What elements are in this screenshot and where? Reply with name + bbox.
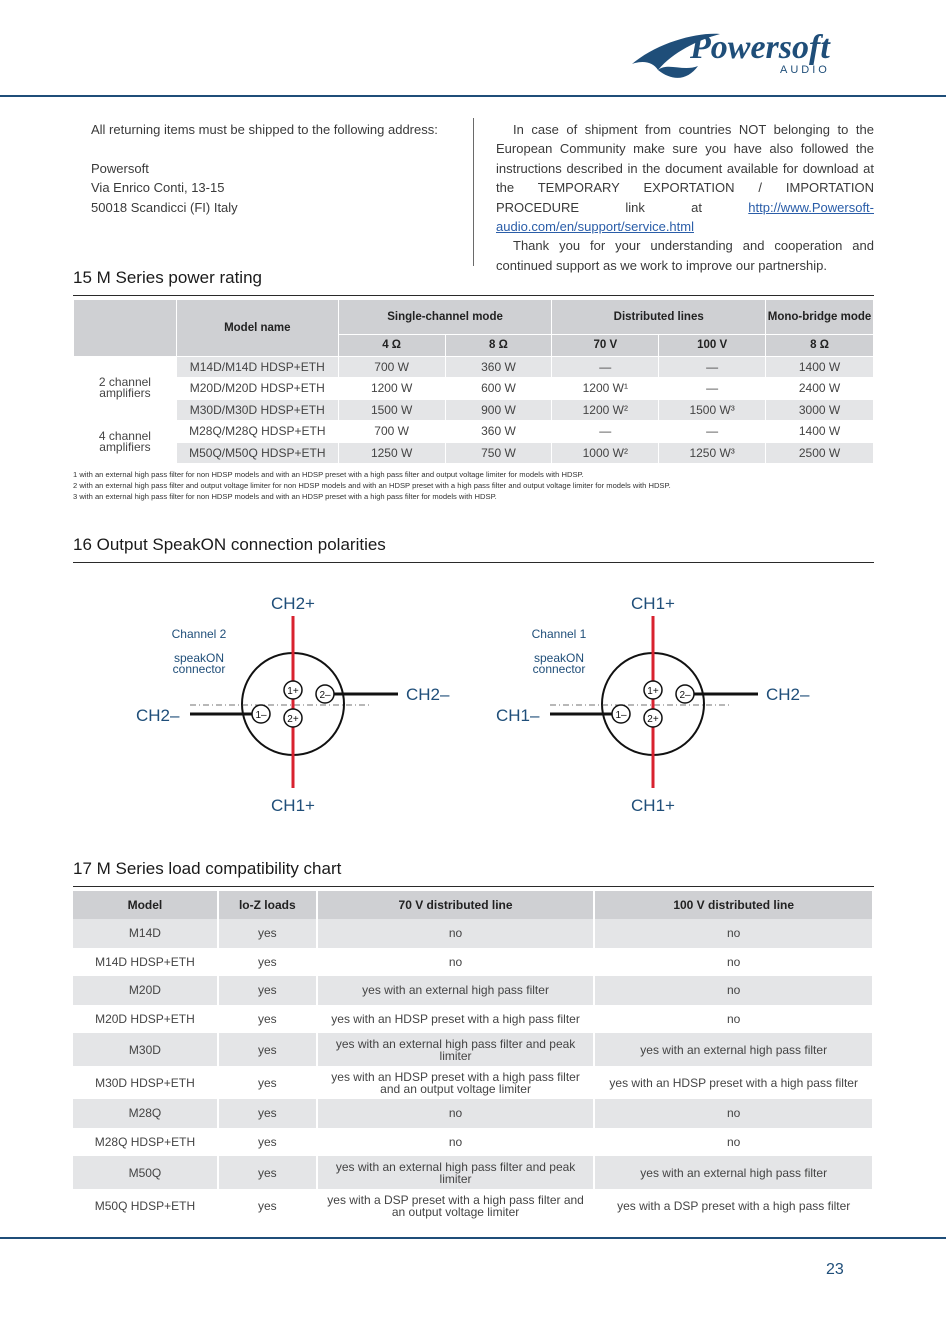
cell: no	[594, 1005, 873, 1034]
table-row	[74, 378, 874, 400]
footer-rule	[0, 1237, 946, 1239]
page-number: 23	[826, 1261, 844, 1278]
cell: —	[659, 421, 766, 443]
address-company: Powersoft	[91, 160, 149, 176]
cell-model: M30D HDSP+ETH	[73, 1066, 218, 1099]
cell: 2500 W	[766, 442, 874, 464]
cell: no	[594, 1128, 873, 1157]
header-loz: lo-Z loads	[218, 891, 317, 919]
logo-tagline: AUDIO	[780, 64, 830, 76]
header-distributed: Distributed lines	[552, 300, 766, 335]
wire-label: CH2+	[271, 594, 315, 613]
cell: yes	[218, 1128, 317, 1157]
cell: yes	[218, 919, 317, 948]
cell: 750 W	[445, 442, 552, 464]
wire-label: CH2–	[766, 685, 810, 704]
section16-rule	[73, 562, 874, 563]
footnote-2: 2 with an external high pass filter and output voltage limiter for non HDSP models and with an HDSP preset with a high pass filter and output voltage limiter for models with HDSP.	[73, 481, 671, 491]
load-compatibility-table	[73, 891, 874, 1222]
shipping-instructions	[496, 120, 874, 275]
cell: no	[317, 919, 595, 948]
cell-model: M28Q HDSP+ETH	[73, 1128, 218, 1157]
header-100v: 100 V distributed line	[594, 891, 873, 919]
cell: 3000 W	[766, 399, 874, 421]
table-row	[73, 976, 873, 1005]
pin-label: 2+	[647, 714, 659, 725]
wire-label: CH1+	[631, 594, 675, 613]
section15-title: 15 M Series power rating	[73, 268, 262, 287]
cell-model: M50Q	[73, 1156, 218, 1189]
cell: 1000 W²	[552, 442, 659, 464]
cell: yes	[218, 1066, 317, 1099]
cell-model: M14D	[73, 919, 218, 948]
cell-model: M30D/M30D HDSP+ETH	[176, 399, 338, 421]
cell-model: M28Q	[73, 1099, 218, 1128]
header-blank	[74, 300, 177, 357]
cell: yes with a DSP preset with a high pass filter and an output voltage limiter	[317, 1189, 595, 1222]
footnote-3: 3 with an external high pass filter for non HDSP models and with an HDSP preset with a high pass filter for models with HDSP.	[73, 492, 497, 502]
header-rule	[0, 95, 946, 97]
cell: yes	[218, 1033, 317, 1066]
channel-label: Channel 1	[531, 627, 587, 641]
table-row	[73, 1099, 873, 1128]
service-link[interactable]: http://www.Powersoft-audio.com/en/support/service.html	[496, 199, 874, 235]
cell: yes with an HDSP preset with a high pass filter	[594, 1066, 873, 1099]
channel-label: Channel 2	[171, 627, 227, 641]
section17-rule	[73, 886, 874, 887]
cell: no	[317, 1099, 595, 1128]
pin-label: 1+	[287, 686, 299, 697]
cell-model: M20D/M20D HDSP+ETH	[176, 378, 338, 400]
table-row	[74, 442, 874, 464]
cell: no	[594, 948, 873, 977]
pin-label: 2+	[287, 714, 299, 725]
cell: yes with an external high pass filter	[594, 1156, 873, 1189]
cell: 1400 W	[766, 421, 874, 443]
cell: 600 W	[445, 378, 552, 400]
cell: yes	[218, 1189, 317, 1222]
cell-model: M28Q/M28Q HDSP+ETH	[176, 421, 338, 443]
footnote-1: 1 with an external high pass filter for non HDSP models and with an HDSP preset with a high pass filter and output voltage limiter for models with HDSP.	[73, 470, 584, 479]
cell-model: M20D	[73, 976, 218, 1005]
cell: 1500 W³	[659, 399, 766, 421]
cell: —	[552, 421, 659, 443]
wire-label: CH2–	[406, 685, 450, 704]
connector-label: connector	[532, 662, 586, 676]
cell: yes	[218, 948, 317, 977]
table-row	[73, 1066, 873, 1099]
cell: yes with an external high pass filter	[594, 1033, 873, 1066]
table-row	[73, 1128, 873, 1157]
header-mono-8ohm: 8 Ω	[766, 335, 874, 357]
cell: yes with an HDSP preset with a high pass filter and an output voltage limiter	[317, 1066, 595, 1099]
cell: no	[594, 919, 873, 948]
cell: yes	[218, 1156, 317, 1189]
connector-channel1	[496, 594, 810, 815]
cell: no	[594, 1099, 873, 1128]
table-row	[74, 399, 874, 421]
cell: no	[317, 948, 595, 977]
logo-wordmark: Powersoft	[690, 29, 830, 66]
group-2ch: 2 channel amplifiers	[74, 356, 177, 421]
footnotes	[73, 469, 873, 503]
powersoft-logo	[628, 22, 878, 92]
cell: yes with a DSP preset with a high pass filter	[594, 1189, 873, 1222]
cell: 1200 W²	[552, 399, 659, 421]
speakon-diagram	[0, 580, 950, 830]
header-single: Single-channel mode	[338, 300, 552, 335]
cell: yes	[218, 1099, 317, 1128]
cell: yes	[218, 976, 317, 1005]
cell-model: M30D	[73, 1033, 218, 1066]
header-model: Model	[73, 891, 218, 919]
cell: 900 W	[445, 399, 552, 421]
cell: 1250 W	[338, 442, 445, 464]
cell: 360 W	[445, 356, 552, 378]
address-street: Via Enrico Conti, 13-15	[91, 180, 225, 196]
header-70v: 70 V distributed line	[317, 891, 595, 919]
cell: 1200 W¹	[552, 378, 659, 400]
cell: 1400 W	[766, 356, 874, 378]
cell: 1200 W	[338, 378, 445, 400]
cell-model: M14D/M14D HDSP+ETH	[176, 356, 338, 378]
table-row	[74, 421, 874, 443]
group-4ch: 4 channel amplifiers	[74, 421, 177, 464]
cell: no	[594, 976, 873, 1005]
cell-model: M50Q HDSP+ETH	[73, 1189, 218, 1222]
shipping-address	[91, 120, 461, 217]
cell: 360 W	[445, 421, 552, 443]
section17-title: 17 M Series load compatibility chart	[73, 859, 342, 878]
section15-rule	[73, 295, 874, 296]
cell-model: M50Q/M50Q HDSP+ETH	[176, 442, 338, 464]
wire-label: CH1+	[271, 796, 315, 815]
header-70v: 70 V	[552, 335, 659, 357]
column-divider	[473, 118, 474, 266]
connector-label: connector	[172, 662, 226, 676]
cell: yes with an external high pass filter	[317, 976, 595, 1005]
connector-channel2	[136, 594, 450, 815]
power-rating-table	[73, 299, 874, 464]
table-row	[73, 1005, 873, 1034]
cell: yes with an external high pass filter and peak limiter	[317, 1156, 595, 1189]
connector-label: speakON	[173, 651, 225, 665]
shipping-intro: All returning items must be shipped to the following address:	[91, 122, 438, 137]
cell: yes with an HDSP preset with a high pass filter	[317, 1005, 595, 1034]
cell: 700 W	[338, 421, 445, 443]
cell: yes with an external high pass filter and peak limiter	[317, 1033, 595, 1066]
wire-label: CH1+	[631, 796, 675, 815]
cell: 1250 W³	[659, 442, 766, 464]
cell: —	[659, 356, 766, 378]
header-model: Model name	[176, 300, 338, 357]
wire-label: CH1–	[496, 706, 540, 725]
cell: yes	[218, 1005, 317, 1034]
table-row	[73, 1033, 873, 1066]
header-100v: 100 V	[659, 335, 766, 357]
header-8ohm: 8 Ω	[445, 335, 552, 357]
section16-title: 16 Output SpeakON connection polarities	[73, 535, 386, 554]
instructions-paragraph	[496, 120, 874, 236]
cell-model: M14D HDSP+ETH	[73, 948, 218, 977]
pin-label: 2–	[679, 690, 691, 701]
table-row	[73, 1189, 873, 1222]
header-mono: Mono-bridge mode	[766, 300, 874, 335]
table-row	[73, 948, 873, 977]
thank-you-paragraph: Thank you for your understanding and cooperation and continued support as we work to improve our partnership.	[496, 238, 874, 273]
wire-label: CH2–	[136, 706, 180, 725]
address-city: 50018 Scandicci (FI) Italy	[91, 199, 238, 215]
table-row	[73, 919, 873, 948]
header-4ohm: 4 Ω	[338, 335, 445, 357]
pin-label: 1–	[255, 710, 267, 721]
cell-model: M20D HDSP+ETH	[73, 1005, 218, 1034]
pin-label: 1–	[615, 710, 627, 721]
cell: —	[659, 378, 766, 400]
cell: —	[552, 356, 659, 378]
table-row	[73, 1156, 873, 1189]
cell: 700 W	[338, 356, 445, 378]
pin-label: 2–	[319, 690, 331, 701]
connector-label: speakON	[533, 651, 585, 665]
table-row	[74, 356, 874, 378]
cell: no	[317, 1128, 595, 1157]
pin-label: 1+	[647, 686, 659, 697]
cell: 1500 W	[338, 399, 445, 421]
cell: 2400 W	[766, 378, 874, 400]
instructions-text: In case of shipment from countries NOT belonging to the European Community make sure you have also followed the instructions described in the document available for download at the TEMPORARY EXPORTATION / IMPORTATION PROCEDURE link at	[496, 122, 874, 215]
